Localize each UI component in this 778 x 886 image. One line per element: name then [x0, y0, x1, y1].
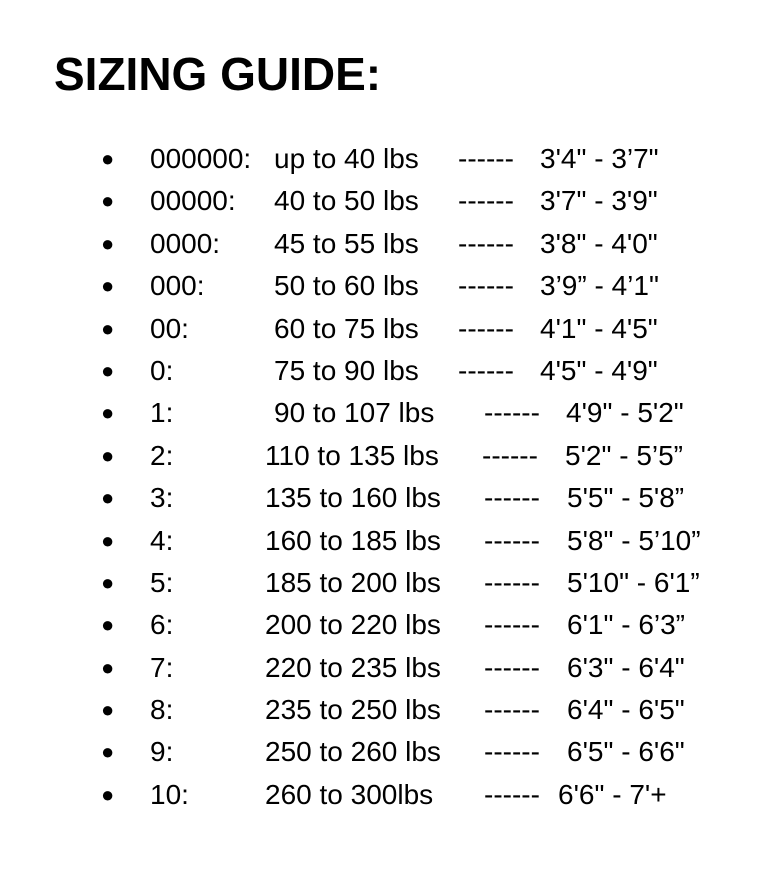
- list-item: [0, 180, 778, 222]
- separator: ------: [458, 270, 514, 302]
- size-label: 0000:: [150, 227, 221, 259]
- list-item: [0, 731, 778, 773]
- separator: ------: [482, 439, 538, 471]
- separator: ------: [484, 651, 540, 683]
- bullet-icon: ●: [101, 697, 115, 723]
- size-label: 00000:: [150, 185, 236, 217]
- list-item: [0, 308, 778, 350]
- bullet-icon: ●: [101, 654, 115, 680]
- list-item: [0, 392, 778, 434]
- list-item: [0, 138, 778, 180]
- list-item: [0, 223, 778, 265]
- separator: ------: [484, 609, 540, 641]
- list-item: [0, 520, 778, 562]
- height-range: 6'5" - 6'6": [567, 736, 685, 768]
- bullet-icon: ●: [101, 527, 115, 553]
- bullet-icon: ●: [101, 357, 115, 383]
- height-range: 6'4" - 6'5": [567, 694, 685, 726]
- separator: ------: [484, 736, 540, 768]
- page-title: SIZING GUIDE:: [54, 48, 382, 100]
- weight-range: 135 to 160 lbs: [265, 482, 441, 514]
- weight-range: 75 to 90 lbs: [274, 354, 419, 386]
- size-label: 000000:: [150, 143, 252, 174]
- weight-range: 235 to 250 lbs: [265, 694, 441, 726]
- height-range: 6'3" - 6'4": [567, 651, 685, 683]
- separator: ------: [458, 312, 514, 344]
- size-label: 3:: [150, 482, 174, 514]
- height-range: 6'1" - 6’3”: [567, 609, 686, 641]
- separator: ------: [484, 397, 540, 429]
- weight-range: 220 to 235 lbs: [265, 651, 441, 683]
- bullet-icon: ●: [101, 188, 115, 214]
- bullet-icon: ●: [101, 781, 115, 807]
- bullet-icon: ●: [101, 230, 115, 256]
- bullet-icon: ●: [101, 273, 115, 299]
- size-label: 10:: [150, 778, 189, 810]
- height-range: 4'9" - 5'2": [566, 397, 684, 429]
- weight-range: 250 to 260 lbs: [265, 736, 441, 768]
- separator: ------: [458, 185, 514, 217]
- bullet-icon: ●: [101, 315, 115, 341]
- size-label: 5:: [150, 566, 174, 598]
- bullet-icon: ●: [101, 400, 115, 426]
- weight-range: 110 to 135 lbs: [265, 439, 439, 471]
- size-label: 9:: [150, 736, 174, 768]
- height-range: 4'1" - 4'5": [540, 312, 658, 344]
- height-range: 3’9” - 4’1": [540, 270, 659, 302]
- size-label: 8:: [150, 694, 174, 726]
- height-range: 3'7" - 3'9": [540, 185, 658, 217]
- weight-range: 185 to 200 lbs: [265, 566, 441, 598]
- size-label: 2:: [150, 439, 174, 471]
- weight-range: 40 to 50 lbs: [274, 185, 419, 217]
- weight-range: 160 to 185 lbs: [265, 524, 441, 556]
- weight-range: up to 40 lbs: [274, 143, 419, 174]
- size-label: 00:: [150, 312, 189, 344]
- size-label: 000:: [150, 270, 205, 302]
- bullet-icon: ●: [101, 739, 115, 765]
- sizing-list: [0, 138, 778, 816]
- separator: ------: [458, 143, 514, 174]
- size-label: 1:: [150, 397, 174, 429]
- weight-range: 200 to 220 lbs: [265, 609, 441, 641]
- height-range: 5'5" - 5'8”: [567, 482, 685, 514]
- separator: ------: [484, 482, 540, 514]
- separator: ------: [484, 524, 540, 556]
- weight-range: 90 to 107 lbs: [274, 397, 435, 429]
- list-item: [0, 477, 778, 519]
- size-label: 6:: [150, 609, 174, 641]
- separator: ------: [484, 778, 540, 810]
- height-range: 6'6" - 7'+: [558, 778, 667, 810]
- weight-range: 50 to 60 lbs: [274, 270, 419, 302]
- bullet-icon: ●: [101, 442, 115, 468]
- weight-range: 260 to 300lbs: [265, 778, 434, 810]
- list-item: [0, 774, 778, 816]
- height-range: 5'10" - 6'1”: [567, 566, 700, 598]
- weight-range: 45 to 55 lbs: [274, 227, 419, 259]
- list-item: [0, 604, 778, 646]
- height-range: 3'8" - 4'0": [540, 227, 658, 259]
- list-item: [0, 350, 778, 392]
- separator: ------: [458, 227, 514, 259]
- height-range: 5'2" - 5’5”: [565, 439, 684, 471]
- height-range: 4'5" - 4'9": [540, 354, 658, 386]
- size-label: 4:: [150, 524, 174, 556]
- list-item: [0, 265, 778, 307]
- bullet-icon: ●: [101, 612, 115, 638]
- height-range: 3'4" - 3’7": [540, 143, 659, 174]
- list-item: [0, 562, 778, 604]
- bullet-icon: ●: [101, 569, 115, 595]
- list-item: [0, 689, 778, 731]
- height-range: 5'8" - 5’10”: [567, 524, 701, 556]
- list-item: [0, 435, 778, 477]
- bullet-icon: ●: [101, 146, 115, 171]
- list-item: [0, 647, 778, 689]
- separator: ------: [484, 694, 540, 726]
- separator: ------: [458, 354, 514, 386]
- separator: ------: [484, 566, 540, 598]
- weight-range: 60 to 75 lbs: [274, 312, 419, 344]
- size-label: 0:: [150, 354, 174, 386]
- size-label: 7:: [150, 651, 174, 683]
- bullet-icon: ●: [101, 485, 115, 511]
